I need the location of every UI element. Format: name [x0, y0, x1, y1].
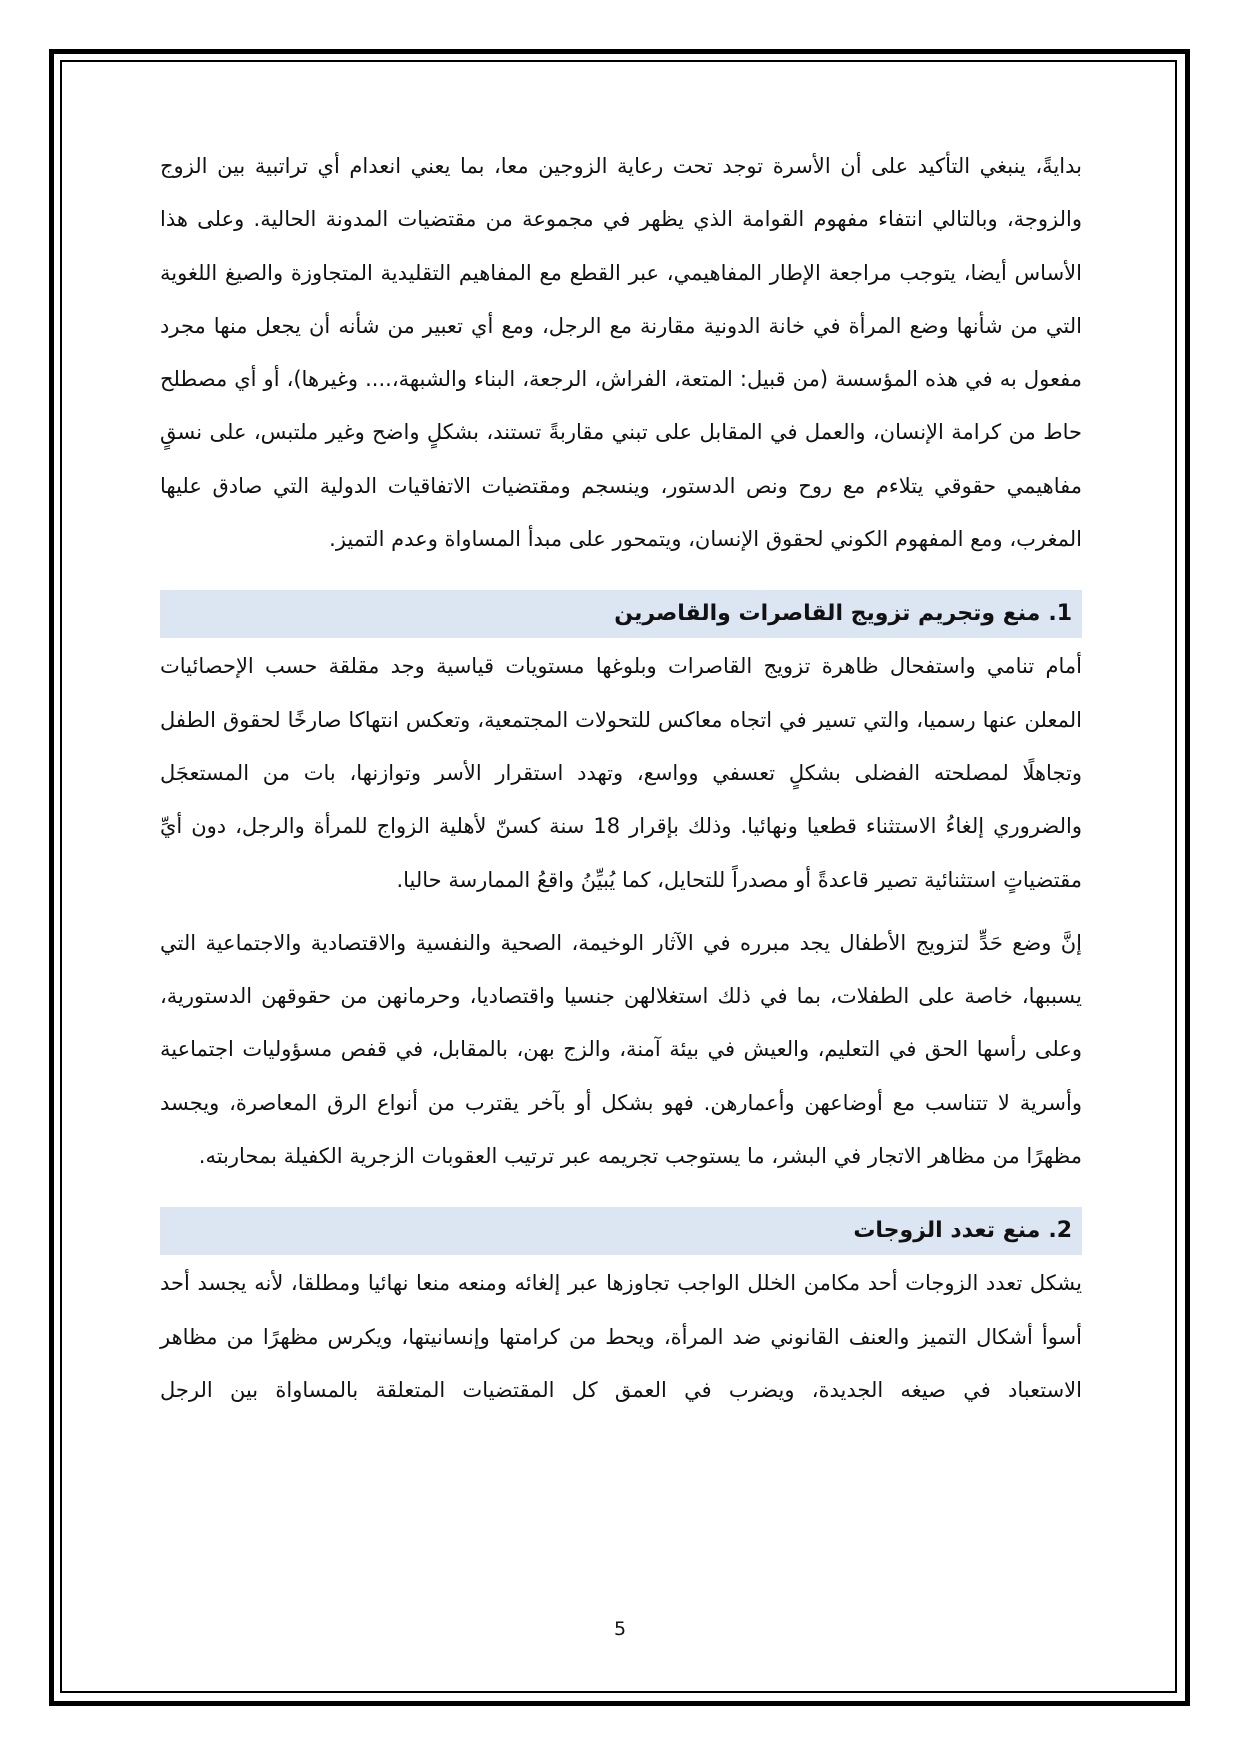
section-2-title: منع تعدد الزوجات: [853, 1218, 1041, 1244]
section-2-heading: [160, 1207, 1082, 1255]
intro-paragraph: بدايةً، ينبغي التأكيد على أن الأسرة توجد تحت رعاية الزوجين معا، بما يعني انعدام أي تراتبية بين الزوج والزوجة، وبالتالي انتفاء مفهوم القوامة الذي يظهر في مجموعة من مقتضيات المدونة الحالية. وعلى هذا الأساس أيضا، يتوجب مراجعة الإطار المفاهيمي، عبر القطع مع المفاهيم التقليدية المتجاوزة والصيغ اللغوية التي من شأنها وضع المرأة في خانة الدونية مقارنة مع الرجل، ومع أي تعبير من شأنه أن يجعل منها مجرد مفعول به في هذه المؤسسة (من قبيل: المتعة، الفراش، الرجعة، البناء والشبهة،.... وغيرها)، أو أي مصطلح حاط من كرامة الإنسان، والعمل في المقابل على تبني مقاربةً تستند، بشكلٍ واضح وغير ملتبس، على نسقٍ مفاهيمي حقوقي يتلاءم مع روح ونص الدستور، وينسجم ومقتضيات الاتفاقيات الدولية التي صادق عليها المغرب، ومع المفهوم الكوني لحقوق الإنسان، ويتمحور على مبدأ المساواة وعدم التميز.: [160, 154, 1082, 552]
section-2-paragraph-1: يشكل تعدد الزوجات أحد مكامن الخلل الواجب تجاوزها عبر إلغائه ومنعه منعا نهائيا ومطلقا، لأنه يجسد أحد أسوأ أشكال التميز والعنف القانوني ضد المرأة، ويحط من كرامتها وإنسانيتها، ويكرس مظهرًا من مظاهر الاستعباد في صيغه الجديدة، ويضرب في العمق كل المقتضيات المتعلقة بالمساواة بين الرجل: [160, 1271, 1082, 1402]
section-2-number: 2.: [1048, 1218, 1072, 1244]
section-1-heading: [160, 590, 1082, 638]
page-number: 5: [613, 1618, 627, 1640]
section-1-number: 1.: [1048, 601, 1072, 627]
document-body: [160, 140, 1082, 1417]
section-1-title: منع وتجريم تزويج القاصرات والقاصرين: [614, 601, 1041, 627]
section-1-paragraph-1: أمام تنامي واستفحال ظاهرة تزويج القاصرات وبلوغها مستويات قياسية وجد مقلقة حسب الإحصائيات المعلن عنها رسميا، والتي تسير في اتجاه معاكس للتحولات المجتمعية، وتعكس انتهاكا صارخًا لحقوق الطفل وتجاهلًا لمصلحته الفضلى بشكلٍ تعسفي وواسع، وتهدد استقرار الأسر وتوازنها، بات من المستعجَل والضروري إلغاءُ الاستثناء قطعيا ونهائيا. وذلك بإقرار 18 سنة كسنّ لأهلية الزواج للمرأة والرجل، دون أيِّ مقتضياتٍ استثنائية تصير قاعدةً أو مصدراً للتحايل، كما يُبيِّنُ واقعُ الممارسة حاليا.: [160, 654, 1082, 892]
section-1-paragraph-2: إنَّ وضع حَدٍّ لتزويج الأطفال يجد مبرره في الآثار الوخيمة، الصحية والنفسية والاقتصادية والاجتماعية التي يسببها، خاصة على الطفلات، بما في ذلك استغلالهن جنسيا واقتصاديا، وحرمانهن من حقوقهن الدستورية، وعلى رأسها الحق في التعليم، والعيش في بيئة آمنة، والزج بهن، بالمقابل، في قفص مسؤوليات اجتماعية وأسرية لا تتناسب مع أوضاعهن وأعمارهن. فهو بشكل أو بآخر يقترب من أنواع الرق المعاصرة، ويجسد مظهرًا من مظاهر الاتجار في البشر، ما يستوجب تجريمه عبر ترتيب العقوبات الزجرية الكفيلة بمحاربته.: [160, 930, 1082, 1169]
